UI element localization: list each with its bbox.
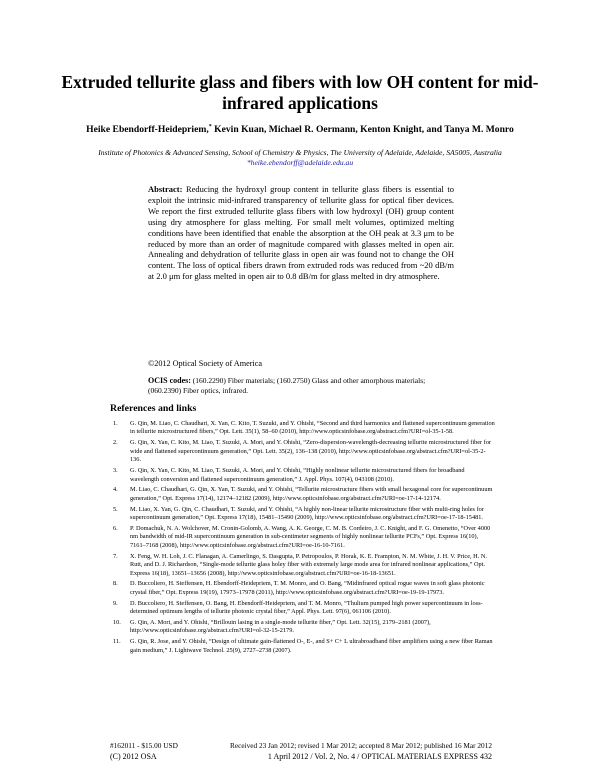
reference-item [110, 467, 495, 484]
reference-item [110, 600, 495, 617]
reference-item [110, 486, 495, 503]
reference-number: 7. [113, 552, 118, 560]
reference-list [110, 420, 495, 658]
affiliation: Institute of Photonics & Advanced Sensing, School of Chemistry & Physics, The University of Adelaide, Adelaide, SA5005, Australia [98, 148, 502, 157]
paper-title: Extruded tellurite glass and fibers with low OH content for mid-infrared applications [61, 72, 539, 113]
reference-text: D. Buccoliero, H. Steffensen, O. Bang, H. Ebendorff-Heidepriem, and T. M. Monro, “Thulium pumped high power supercontinuum in loss-determined optimum lengths of tellurite photonic crystal fiber,” Appl. Phys. Lett. 97(6), 061106 (2010). [130, 599, 483, 616]
reference-number: 11. [113, 638, 121, 646]
ocis-codes [148, 376, 454, 395]
journal-citation: 1 April 2012 / Vol. 2, No. 4 / OPTICAL MATERIALS EXPRESS 432 [267, 752, 492, 761]
reference-text: X. Feng, W. H. Loh, J. C. Flanagan, A. Camerlingo, S. Dasgupta, P. Petropoulos, P. Horak, K. E. Frampton, N. M. White, J. H. V. Price, H. N. Rutt, and D. J. Richardson, “Single-mode tellurite glass holey fiber with extremely large mode area for infrared nonlinear applications,” Opt. Express 16(18), 13651–13656 (2008), [130, 552, 487, 577]
ocis-text: (160.2290) Fiber materials; (160.2750) Glass and other amorphous materials; (060.2390) Fiber optics, infrared. [148, 376, 426, 395]
reference-number: 6. [113, 524, 118, 532]
reference-text: G. Qin, X. Yan, C. Kito, M. Liao, T. Suzuki, A. Mori, and Y. Ohishi, “Highly nonlinear tellurite microstructured fibers for broadband wavelength conversion and flattened supercontinuum generation,” J. Appl. Phys. 107(4), 043108 (2010). [130, 467, 465, 483]
reference-text: G. Qin, X. Yan, C. Kito, M. Liao, T. Suzuki, A. Mori, and Y. Ohishi, “Zero-dispersion-wavelength-decreasing tellurite microstructured fiber for wide and flattened supercontinuum generation,” Opt. Lett. 35(2), 136–138 (2010), [130, 439, 492, 455]
reference-text: G. Qin, R. Jose, and Y. Ohishi, “Design of ultimate gain-flattened O-, E-, and S+ C+ L ultrabroadband fiber amplifiers using a new fiber Raman gain medium,” J. Lightwave Technol. 25(9), 2727–2738 (2007). [130, 638, 493, 654]
co-authors: Kevin Kuan, Michael R. Oermann, Kenton Knight, and Tanya M. Monro [211, 124, 514, 136]
reference-text: P. Domachuk, N. A. Wolchover, M. Cronin-Golomb, A. Wang, A. K. George, C. M. B. Cordeiro, J. C. Knight, and F. G. Omenetto, “Over 4000 nm bandwidth of mid-IR supercontinuum generation in sub-centimeter segments of highly nonlinear tellurite PCFs,” Opt. Express 16(10), 7161–7168 (2008), [130, 524, 491, 549]
references-heading: References and links [110, 403, 197, 414]
ocis-label: OCIS codes: [148, 376, 191, 385]
reference-item [110, 638, 495, 655]
reference-item [110, 580, 495, 597]
reference-number: 9. [113, 599, 118, 607]
reference-item [110, 619, 495, 636]
reference-text: M. Liao, X. Yan, G. Qin, C. Chaudhari, T. Suzuki, and Y. Ohishi, “A highly non-linear tellurite microstructure fiber with multi-ring holes for supercontinuum generation,” Opt. Express 17(18), 15481–15490 (2009), [130, 505, 484, 522]
reference-link[interactable]: http://www.opticsinfobase.org/abstract.cfm?URI=oe-17-14-12174. [272, 494, 441, 502]
corresponding-mark: * [208, 124, 212, 130]
author-list [60, 121, 540, 136]
reference-item [110, 553, 495, 578]
reference-link[interactable]: http://www.opticsinfobase.org/abstract.cfm?URI=oe-17-18-15481. [314, 514, 483, 522]
reference-item [110, 506, 495, 523]
reference-number: 8. [113, 580, 118, 588]
footer-copyright: (C) 2012 OSA [110, 752, 157, 761]
reference-number: 4. [113, 486, 118, 494]
author-email[interactable]: *heike.ebendorff@adelaide.edu.au [246, 157, 354, 167]
reference-number: 3. [113, 467, 118, 475]
reference-link[interactable]: http://www.opticsinfobase.org/abstract.cfm?URI=oe-19-19-17973. [275, 588, 444, 596]
abstract-label: Abstract: [148, 184, 183, 194]
reference-text: M. Liao, C. Chaudhari, G. Qin, X. Yan, T. Suzuki, and Y. Ohishi, “Tellurite microstructure fibers with small hexagonal core for supercontinuum generation,” Opt. Express 17(14), 12174–12182 (2009), [130, 486, 493, 502]
article-price: #162011 - $15.00 USD [110, 741, 178, 750]
reference-text: G. Qin, A. Mori, and Y. Ohishi, “Brillouin lasing in a single-mode tellurite fiber,” Opt. Lett. 32(15), 2179–2181 (2007), [130, 619, 431, 627]
reference-item [110, 525, 495, 550]
reference-item [110, 439, 495, 464]
reference-number: 1. [113, 420, 118, 427]
reference-link[interactable]: http://www.opticsinfobase.org/abstract.cfm?URI=ol-32-15-2179. [130, 627, 294, 635]
reference-item [110, 420, 495, 437]
lead-author: Heike Ebendorff-Heidepriem, [86, 124, 209, 136]
reference-link[interactable]: http://www.opticsinfobase.org/abstract.cfm?URI=ol-35-1-58. [299, 428, 454, 436]
reference-text: D. Buccoliero, H. Steffensen, H. Ebendorff-Heidepriem, T. M. Monro, and O. Bang, “Midinfrared optical rogue waves in soft glass photonic crystal fiber,” Opt. Express 19(19), 17973–17978 (2011), [130, 580, 485, 596]
reference-number: 2. [113, 439, 118, 447]
reference-number: 10. [113, 619, 121, 627]
affiliation-block [60, 148, 540, 168]
copyright-notice: ©2012 Optical Society of America [148, 359, 262, 368]
reference-text: G. Qin, M. Liao, C. Chaudhari, X. Yan, C. Kito, T. Suzuki, and Y. Ohishi, “Second and third harmonics and flattened supercontinuum generation in tellurite microstructured fibers,” Opt. Lett. 35(1), 58–60 (2010), [130, 420, 495, 436]
abstract-text: Reducing the hydroxyl group content in tellurite glass fibers is essential to exploit the intrinsic mid-infrared transparency of tellurite glass for optical fiber devices. We report the first extruded tellurite glass fibers with low hydroxyl (OH) group content using dry atmosphere for glass melting. For small melt volumes, optimized melting conditions have been identified that enable the absorption at the OH peak at 3.3 μm to be reduced by more than an order of magnitude compared with glasses melted in open air. Annealing and dehydration of tellurite glass in open air was found not to change the OH content. The loss of optical fibers drawn from extruded rods was reduced from ~20 dB/m at 2.0 μm for glass melted in open air to 0.8 dB/m for glass melted in dry atmosphere. [148, 184, 455, 282]
reference-link[interactable]: http://www.opticsinfobase.org/abstract.cfm?URI=ol-35-2-136. [130, 447, 486, 464]
abstract [148, 184, 454, 282]
reference-number: 5. [113, 505, 118, 513]
reference-link[interactable]: http://www.opticsinfobase.org/abstract.cfm?URI=oe-16-18-13651. [227, 569, 396, 577]
publication-dates: Received 23 Jan 2012; revised 1 Mar 2012; accepted 8 Mar 2012; published 16 Mar 2012 [229, 741, 492, 750]
reference-link[interactable]: http://www.opticsinfobase.org/abstract.cfm?URI=oe-16-10-7161. [179, 541, 345, 549]
